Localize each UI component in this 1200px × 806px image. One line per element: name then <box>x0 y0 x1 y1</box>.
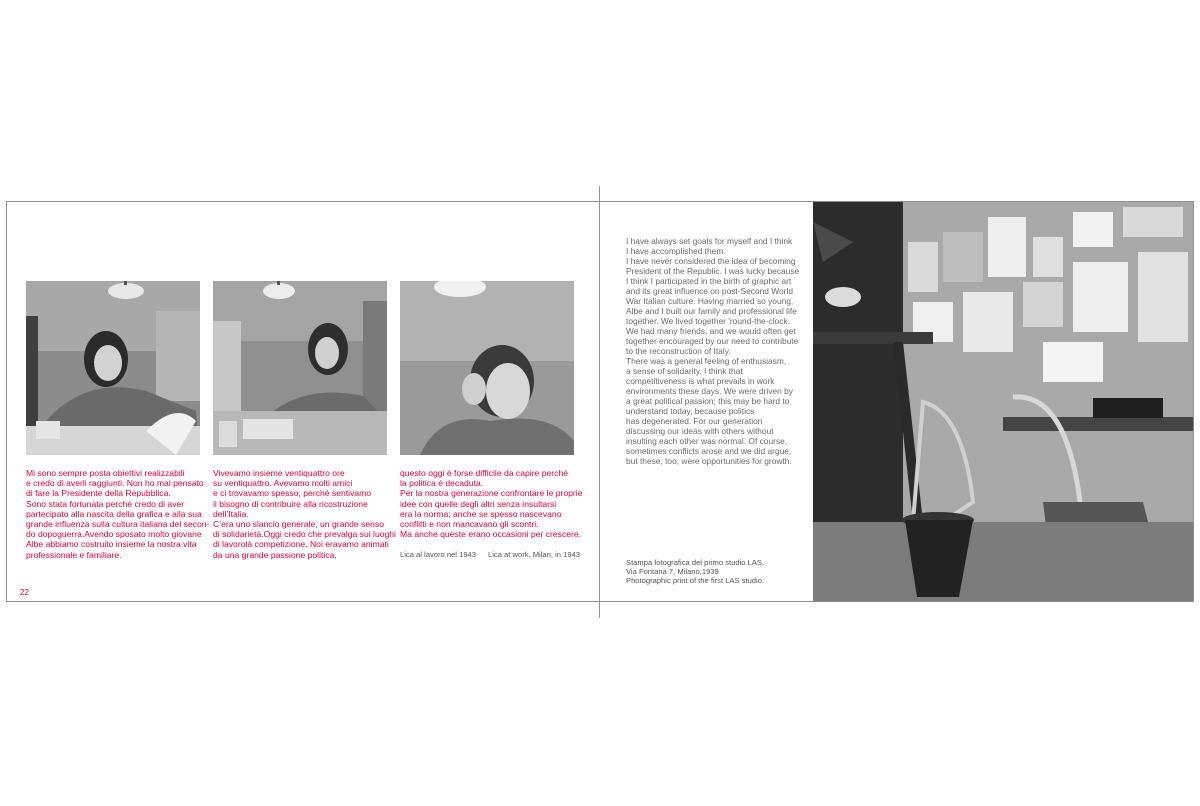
studio-caption-line1: Stampa fotografica del primo studio LAS, <box>626 558 765 567</box>
italian-text-col-2: Vivevamo insieme ventiquattro ore su ventiquattro. Avevamo molti amici e ci trovavamo spesso, perché sentivamo il bisogno di contribuire alla ricostruzione dell’Italia. C’era uno slancio generale, un grande senso di solidarietà.Oggi credo che prevalga sui luoghi di lavorolà competizione. Noi eravamo animati da una grande passione politica, <box>213 468 396 560</box>
english-text: I have always set goals for myself and I think I have accomplished them. I have never considered the idea of becoming President of the Republic. I was lucky because I think I participated in the birth of graphic art and its great influence on post-Second World War Italian culture. Having married so young, Albe and I built our family and professional life together. We lived together 'round-the-clock. We had many friends, and we would often get together encouraged by our need to contribute to the reconstruction of Italy. There was a general feeling of enthusiasm, a sense of solidarity. I think that competitiveness is what prevails in work environments these days. We were driven by a great political passion; this may be hard to understand today, because politics has degenerated. For our generation discussing our ideas with others without insulting each other was normal. Of course, sometimes conflicts arose and we did argue, but these, too, were opportunities for growth. <box>626 236 800 466</box>
photo-lica-2 <box>213 281 387 455</box>
caption-italian: Lica al lavoro nel 1943 <box>400 550 476 559</box>
studio-caption-line3: Photographic print of the first LAS studio. <box>626 576 765 585</box>
photo-las-studio <box>813 202 1193 601</box>
italian-text-col-1: Mi sono sempre posta obiettivi realizzabili e credo di averli raggiunti. Non ho mai pensato di fare la Presidente della Repubblica. Sono stata fortunata perché credo di aver partecipato alla nascita della grafica e alla sua grande influenza sulla cultura italiana del secon- do dopoguerra.Avendo sposato molto giovane Albe abbiamo costruito insieme la nostra vita professionale e familiare. <box>26 468 210 560</box>
studio-caption-line2: Via Fontana 7, Milano,1939 <box>626 567 719 576</box>
book-spine <box>599 186 600 618</box>
caption-english: Lica at work, Milan, in 1943 <box>488 550 581 559</box>
photo-lica-3 <box>400 281 574 455</box>
page-number: 22 <box>20 588 29 597</box>
photo-lica-1 <box>26 281 200 455</box>
italian-text-col-3: questo oggi è forse difficile da capire perché la politica è decaduta. Per la nostra generazione confrontare le proprie idee con quelle degli altri senza insultarsi era la norma; anche se spesso nascevano conflitti e non mancavano gli scontri. Ma anche queste erano occasioni per crescere. <box>400 468 583 540</box>
